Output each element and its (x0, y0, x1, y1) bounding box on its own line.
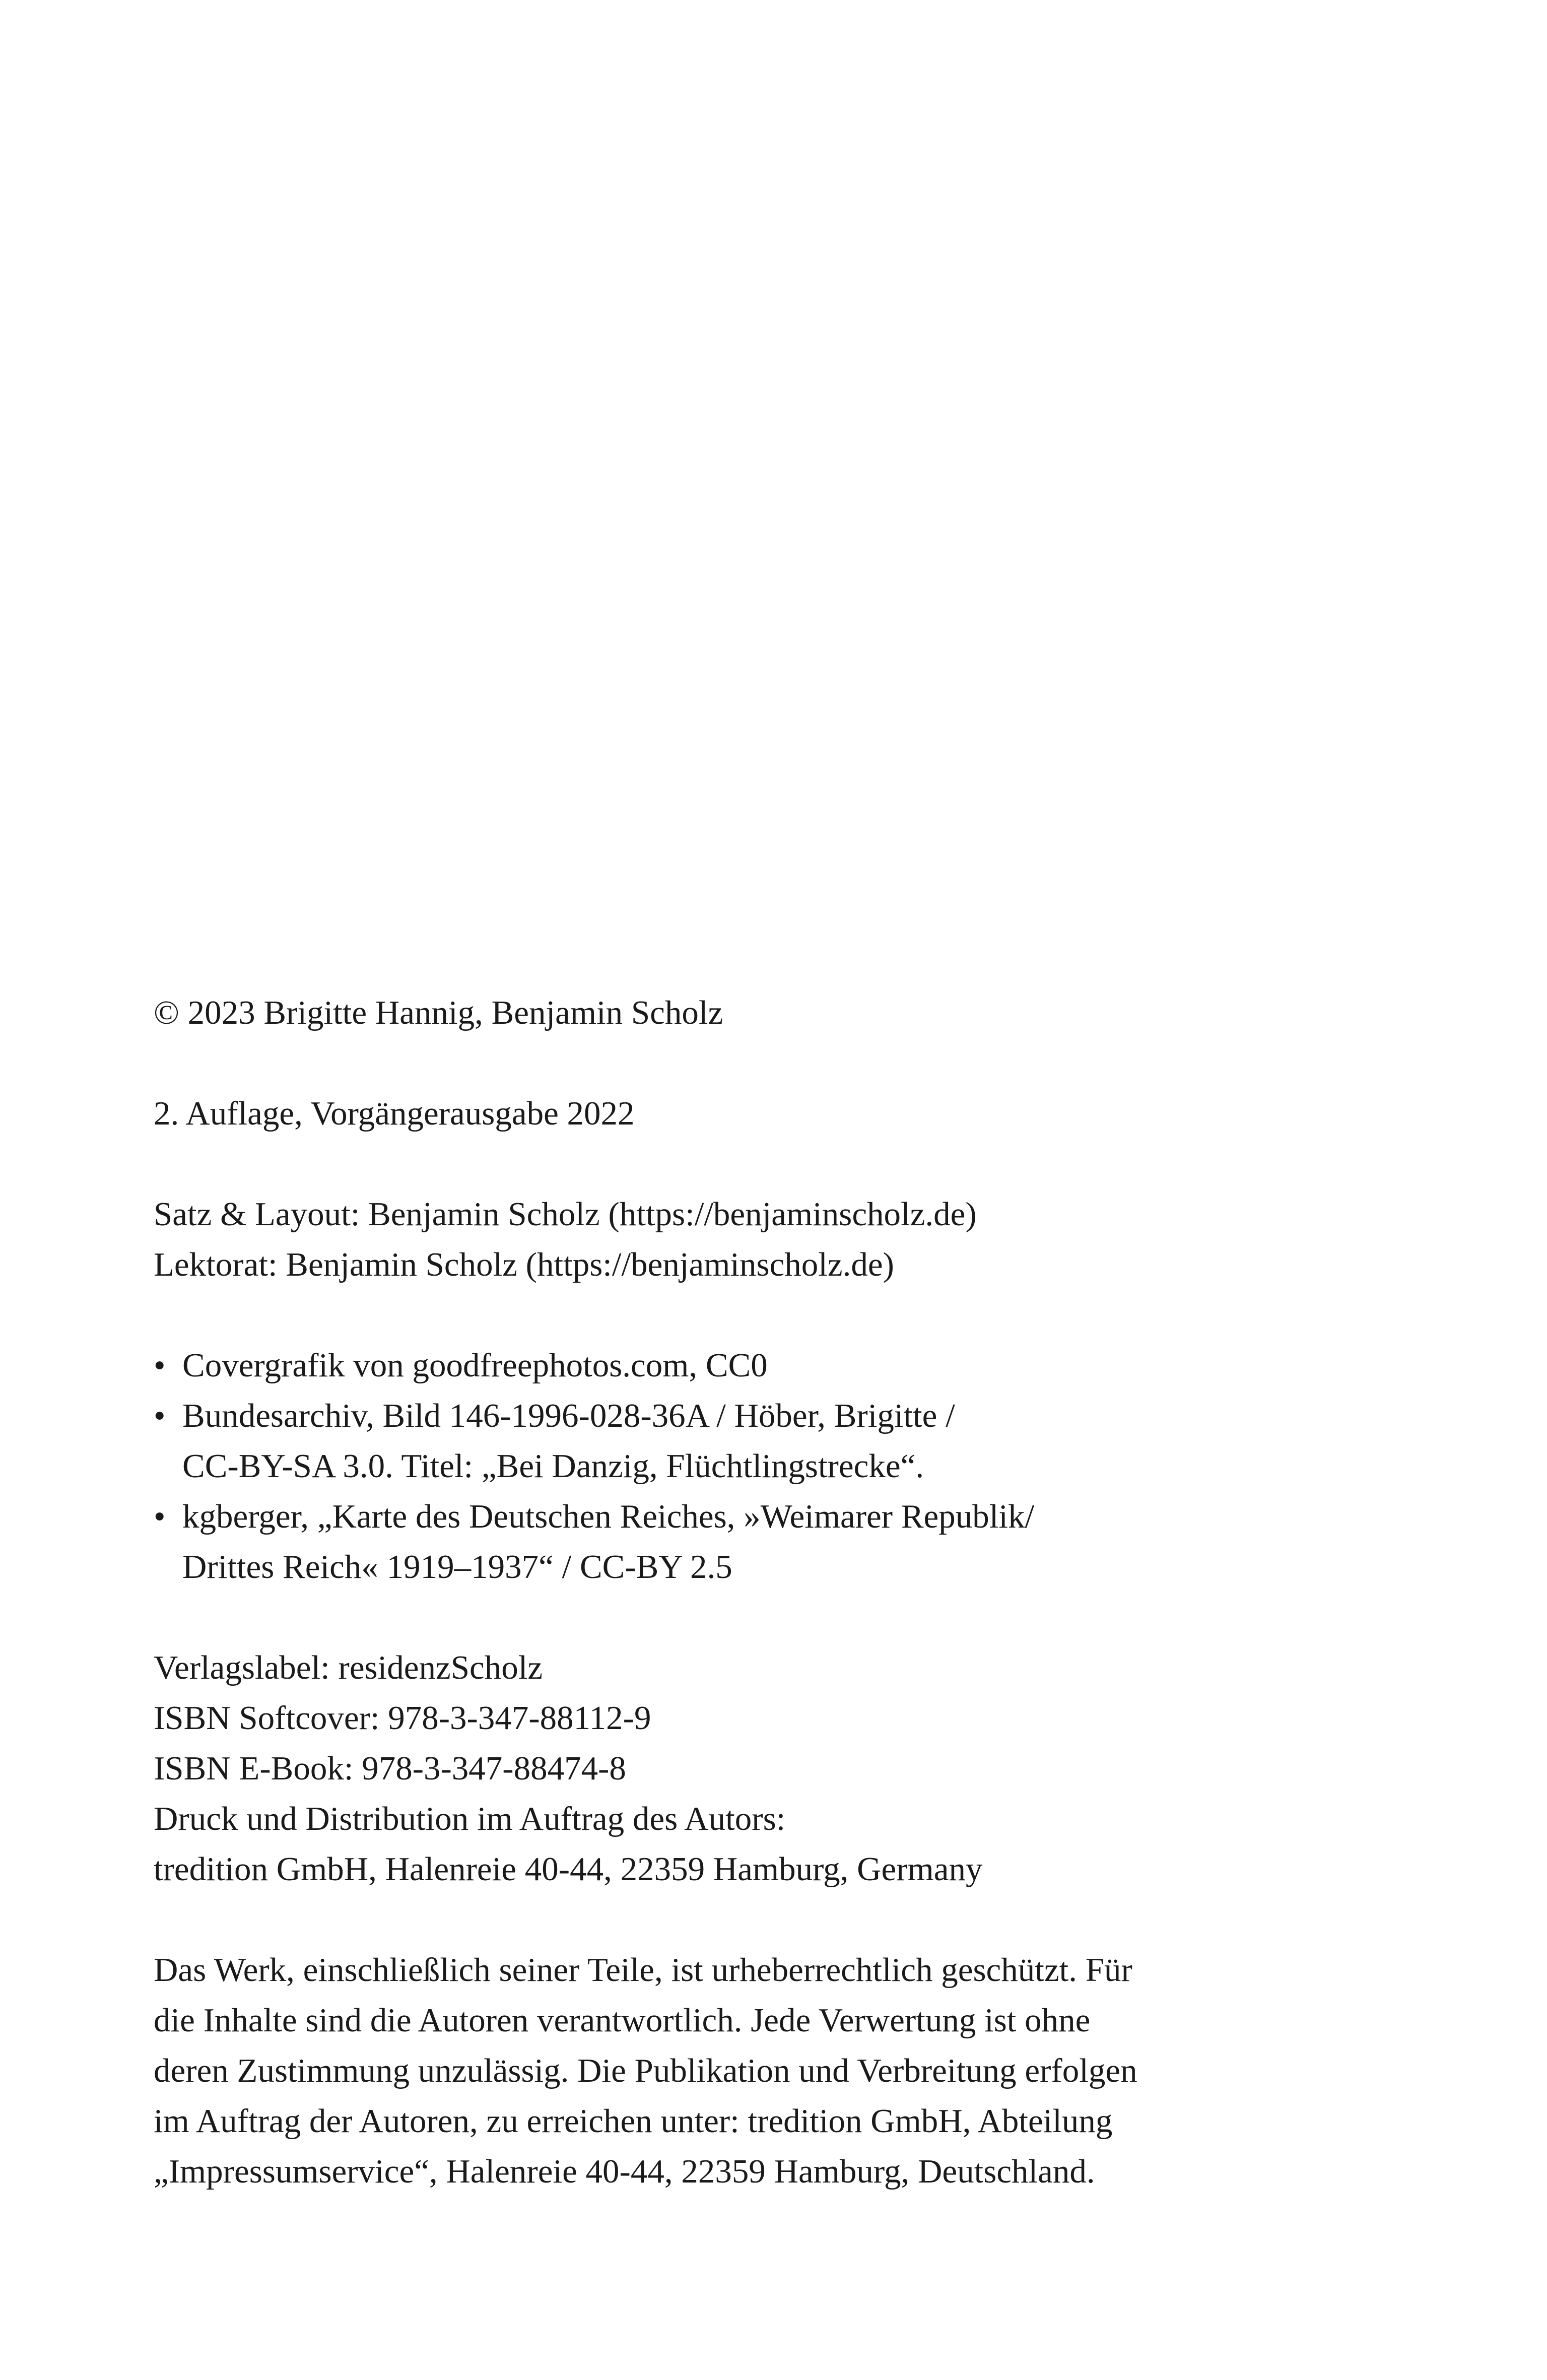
image-credit-text: • Bundesarchiv, Bild 146-1996-028-36A / Höber, Brigitte / (182, 1397, 955, 1434)
isbn-ebook: ISBN E-Book: 978-3-347-88474-8 (154, 1750, 626, 1787)
legal-notice-line: „Impressumservice“, Halenreie 40-44, 22359 Hamburg, Deutschland. (154, 2153, 1095, 2190)
isbn-softcover: ISBN Softcover: 978-3-347-88112-9 (154, 1699, 651, 1737)
imprint-block (154, 987, 1353, 2197)
editing-credit: Lektorat: Benjamin Scholz (https://benjaminscholz.de) (154, 1246, 894, 1283)
edition-line: 2. Auflage, Vorgängerausgabe 2022 (154, 1095, 635, 1132)
spacer (154, 1290, 1353, 1340)
legal-notice (154, 1945, 1353, 2197)
legal-notice-line: im Auftrag der Autoren, zu erreichen unter: tredition GmbH, Abteilung (154, 2102, 1113, 2140)
spacer (154, 1592, 1353, 1642)
image-credit-text: • kgberger, „Karte des Deutschen Reiches, »Weimarer Republik/ (182, 1498, 1035, 1535)
legal-notice-line: Das Werk, einschließlich seiner Teile, ist urheberrechtlich geschützt. Für (154, 1951, 1132, 1989)
legal-notice-line: deren Zustimmung unzulässig. Die Publikation und Verbreitung erfolgen (154, 2052, 1137, 2089)
image-credit-text: • Covergrafik von goodfreephotos.com, CC0 (182, 1347, 768, 1384)
spacer (154, 1038, 1353, 1088)
copyright-line: © 2023 Brigitte Hannig, Benjamin Scholz (154, 994, 723, 1031)
legal-notice-line: die Inhalte sind die Autoren verantwortlich. Jede Verwertung ist ohne (154, 2002, 1091, 2039)
image-credit-item (154, 1391, 1353, 1491)
image-credit-text: Drittes Reich« 1919–1937“ / CC-BY 2.5 (182, 1548, 732, 1585)
image-credit-item (154, 1491, 1353, 1592)
publisher-label: Verlagslabel: residenzScholz (154, 1649, 543, 1686)
image-credit-text: CC-BY-SA 3.0. Titel: „Bei Danzig, Flüchtlingstrecke“. (182, 1447, 924, 1485)
publication-section (154, 1642, 1353, 1894)
distributor-address: tredition GmbH, Halenreie 40-44, 22359 Hamburg, Germany (154, 1850, 983, 1888)
spacer (154, 1894, 1353, 1945)
distribution-note: Druck und Distribution im Auftrag des Autors: (154, 1800, 786, 1837)
typesetting-credit: Satz & Layout: Benjamin Scholz (https://benjaminscholz.de) (154, 1196, 977, 1233)
image-credit-item (154, 1340, 1353, 1391)
credits-section (154, 1189, 1353, 1290)
spacer (154, 1139, 1353, 1189)
image-credits-list (154, 1340, 1353, 1592)
